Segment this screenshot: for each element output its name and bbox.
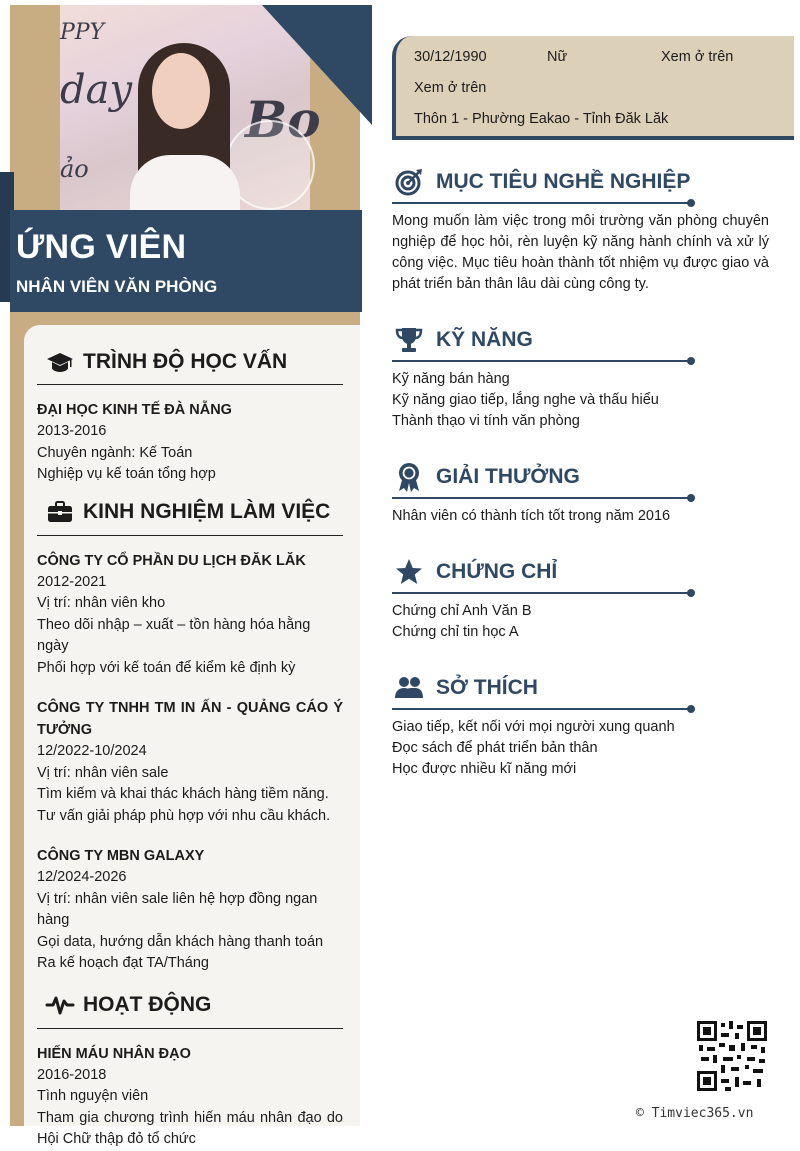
objective-section bbox=[392, 164, 769, 295]
hobbies-heading: SỞ THÍCH bbox=[436, 676, 538, 699]
company-name: CÔNG TY CỔ PHẦN DU LỊCH ĐĂK LĂK bbox=[37, 552, 306, 569]
objective-heading: MỤC TIÊU NGHỀ NGHIỆP bbox=[436, 170, 691, 193]
phone: Xem ở trên bbox=[661, 48, 734, 65]
section-divider bbox=[392, 592, 692, 594]
company-name: CÔNG TY TNHH TM IN ẤN - QUẢNG CÁO Ý TƯỞNG bbox=[37, 700, 343, 738]
experience-detail: Theo dõi nhập – xuất – tồn hàng hóa hằng ngày bbox=[37, 616, 311, 654]
medal-icon bbox=[392, 460, 426, 494]
copyright-text: © Timviec365.vn bbox=[636, 1106, 754, 1121]
section-divider bbox=[392, 497, 692, 499]
section-divider bbox=[392, 202, 692, 204]
experience-detail: Gọi data, hướng dẫn khách hàng thanh toán bbox=[37, 933, 324, 950]
education-heading-text: TRÌNH ĐỘ HỌC VẤN bbox=[83, 349, 288, 373]
candidate-position: NHÂN VIÊN VĂN PHÒNG bbox=[16, 277, 218, 296]
skills-heading: KỸ NĂNG bbox=[436, 328, 533, 351]
experience-period: 12/2024-2026 bbox=[37, 869, 127, 885]
experience-period: 12/2022-10/2024 bbox=[37, 743, 147, 759]
activity-name: HIẾN MÁU NHÂN ĐẠO bbox=[37, 1045, 191, 1062]
hobbies-section bbox=[392, 670, 692, 780]
activities-heading bbox=[37, 983, 343, 1029]
users-icon bbox=[392, 671, 426, 705]
birth-date: 30/12/1990 bbox=[414, 48, 487, 65]
qr-code-icon bbox=[697, 1021, 767, 1091]
education-entry bbox=[37, 385, 343, 486]
photo-backdrop-text: ảo bbox=[60, 155, 89, 183]
graduation-cap-icon bbox=[45, 347, 75, 377]
school-name: ĐẠI HỌC KINH TẾ ĐÀ NẴNG bbox=[37, 402, 232, 418]
star-icon bbox=[392, 555, 426, 589]
experience-entry bbox=[37, 536, 343, 680]
education-major: Chuyên ngành: Kế Toán bbox=[37, 444, 193, 461]
address: Thôn 1 - Phường Eakao - Tỉnh Đăk Lăk bbox=[414, 110, 669, 127]
experience-entry bbox=[37, 679, 343, 827]
experience-detail: Tìm kiếm và khai thác khách hàng tiềm năng. bbox=[37, 786, 329, 802]
gender: Nữ bbox=[547, 48, 568, 65]
objective-text: Mong muốn làm việc trong môi trường văn phòng chuyên nghiệp để học hỏi, rèn luyện kỹ năng hành chính và xử lý công việc. Mục tiêu hoàn thành tốt nhiệm vụ được giao và phát triển bản thân lâu dài cùng công ty. bbox=[392, 213, 769, 292]
certificates-section bbox=[392, 554, 692, 643]
experience-heading bbox=[37, 490, 343, 536]
education-period: 2013-2016 bbox=[37, 423, 107, 439]
photo-person-face bbox=[152, 53, 210, 129]
experience-period: 2012-2021 bbox=[37, 573, 107, 590]
photo-backdrop-text: day bbox=[60, 67, 133, 113]
email: Xem ở trên bbox=[414, 79, 487, 96]
experience-detail: Ra kế hoạch đạt TA/Tháng bbox=[37, 955, 209, 971]
target-icon bbox=[392, 165, 426, 199]
experience-detail: Phối hợp với kế toán để kiểm kê định kỳ bbox=[37, 659, 296, 676]
skill-item: Kỹ năng giao tiếp, lắng nghe và thấu hiểu bbox=[392, 392, 659, 408]
award-item: Nhân viên có thành tích tốt trong năm 2016 bbox=[392, 508, 671, 524]
experience-detail: Tư vấn giải pháp phù hợp với nhu cầu khách. bbox=[37, 807, 331, 824]
company-name: CÔNG TY MBN GALAXY bbox=[37, 848, 205, 864]
skills-section bbox=[392, 322, 692, 432]
candidate-name: ỨNG VIÊN bbox=[16, 228, 187, 266]
hobby-item: Học được nhiều kĩ năng mới bbox=[392, 761, 577, 777]
personal-info-card bbox=[392, 36, 794, 140]
left-content-card bbox=[24, 325, 360, 1147]
hobby-item: Đọc sách để phát triển bản thân bbox=[392, 740, 598, 756]
activity-period: 2016-2018 bbox=[37, 1066, 107, 1083]
awards-heading: GIẢI THƯỞNG bbox=[436, 465, 580, 488]
experience-role: Vị trí: nhân viên kho bbox=[37, 595, 166, 611]
certificate-item: Chứng chỉ Anh Văn B bbox=[392, 603, 532, 619]
activity-entry bbox=[37, 1029, 343, 1151]
briefcase-icon bbox=[45, 497, 75, 527]
activities-heading-text: HOẠT ĐỘNG bbox=[83, 993, 212, 1016]
name-banner bbox=[10, 210, 362, 312]
profile-photo bbox=[60, 5, 321, 210]
hobby-item: Giao tiếp, kết nối với mọi người xung quanh bbox=[392, 719, 675, 735]
certificates-heading: CHỨNG CHỈ bbox=[436, 560, 558, 583]
photo-backdrop-text: Bo bbox=[245, 90, 321, 149]
experience-entry bbox=[37, 827, 343, 975]
awards-section bbox=[392, 459, 692, 527]
section-divider bbox=[392, 360, 692, 362]
experience-role: Vị trí: nhân viên sale liên hệ hợp đồng ngan hàng bbox=[37, 890, 318, 928]
education-heading bbox=[37, 339, 343, 385]
experience-heading-text: KINH NGHIỆM LÀM VIỆC bbox=[83, 500, 331, 523]
trophy-icon bbox=[392, 323, 426, 357]
experience-role: Vị trí: nhân viên sale bbox=[37, 764, 169, 781]
activity-role: Tình nguyện viên bbox=[37, 1088, 149, 1104]
certificate-item: Chứng chỉ tin học A bbox=[392, 624, 519, 640]
education-detail: Nghiệp vụ kế toán tổng hợp bbox=[37, 466, 216, 482]
skill-item: Kỹ năng bán hàng bbox=[392, 371, 510, 387]
heartbeat-icon bbox=[45, 990, 75, 1020]
skill-item: Thành thạo vi tính văn phòng bbox=[392, 413, 580, 429]
activity-detail: Tham gia chương trình hiến máu nhân đạo do Hội Chữ thập đỏ tổ chức bbox=[37, 1109, 343, 1147]
photo-backdrop-text: PPY bbox=[60, 20, 105, 45]
section-divider bbox=[392, 708, 692, 710]
